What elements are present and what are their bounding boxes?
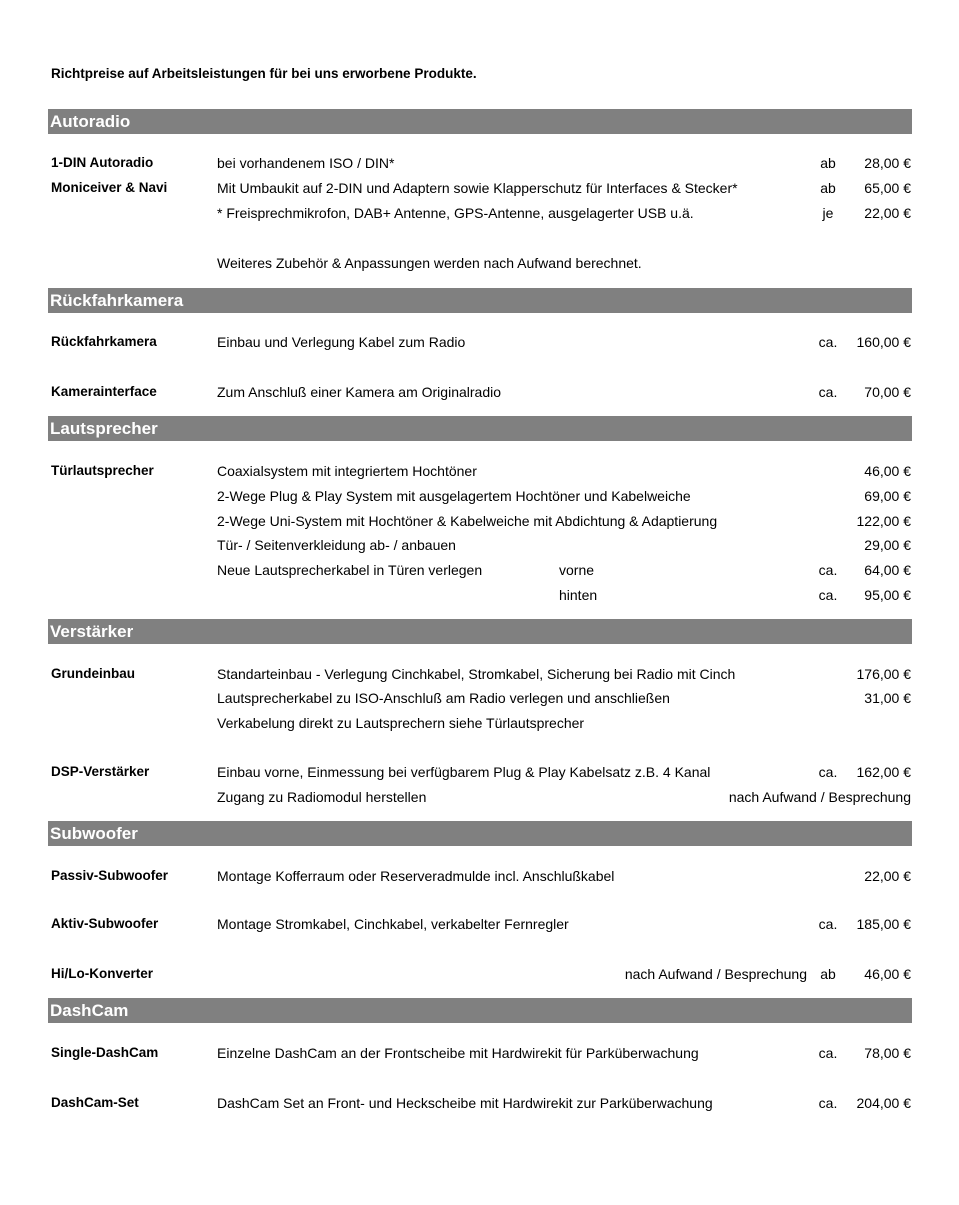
- row-price: 122,00 €: [856, 513, 911, 529]
- row-label: Türlautsprecher: [51, 463, 154, 478]
- table-row: [0, 382, 959, 402]
- page-title: Richtpreise auf Arbeitsleistungen für bei uns erworbene Produkte.: [51, 66, 477, 81]
- row-price: 46,00 €: [864, 966, 911, 982]
- row-price: 22,00 €: [864, 868, 911, 884]
- table-row: [0, 486, 959, 506]
- table-row: [0, 866, 959, 886]
- section-header-lautsprecher: Lautsprecher: [48, 416, 912, 441]
- section-header-dashcam: DashCam: [48, 998, 912, 1023]
- row-description: Montage Kofferraum oder Reserveradmulde incl. Anschlußkabel: [217, 868, 615, 884]
- row-description: 2-Wege Plug & Play System mit ausgelagertem Hochtöner und Kabelweiche: [217, 488, 691, 504]
- row-description: Weiteres Zubehör & Anpassungen werden nach Aufwand berechnet.: [217, 255, 642, 271]
- table-row: [0, 203, 959, 223]
- row-price: 69,00 €: [864, 488, 911, 504]
- row-label: Single-DashCam: [51, 1045, 159, 1060]
- row-description: Tür- / Seitenverkleidung ab- / anbauen: [217, 537, 456, 553]
- row-description: Zum Anschluß einer Kamera am Originalradio: [217, 384, 502, 400]
- table-row: [0, 787, 959, 807]
- table-row: [0, 332, 959, 352]
- row-label: Aktiv-Subwoofer: [51, 916, 159, 931]
- row-description: Neue Lautsprecherkabel in Türen verlegen: [217, 562, 483, 578]
- row-description: DashCam Set an Front- und Heckscheibe mit Hardwirekit zur Parküberwachung: [217, 1095, 713, 1111]
- row-prefix: ca.: [818, 334, 838, 350]
- table-row: [0, 585, 959, 605]
- row-description: Montage Stromkabel, Cinchkabel, verkabelter Fernregler: [217, 916, 569, 932]
- row-label: Hi/Lo-Konverter: [51, 966, 154, 981]
- row-price: 22,00 €: [864, 205, 911, 221]
- row-description: Standarteinbau - Verlegung Cinchkabel, Stromkabel, Sicherung bei Radio mit Cinch: [217, 666, 736, 682]
- row-position: hinten: [559, 587, 598, 603]
- row-label: Grundeinbau: [51, 666, 135, 681]
- row-price: 64,00 €: [864, 562, 911, 578]
- row-price: 162,00 €: [856, 764, 911, 780]
- section-header-autoradio: Autoradio: [48, 109, 912, 134]
- table-row: [0, 1043, 959, 1063]
- row-prefix: ab: [820, 155, 836, 171]
- row-label: Kamerainterface: [51, 384, 157, 399]
- table-row: [0, 560, 959, 580]
- table-row: [0, 153, 959, 173]
- row-prefix: ca.: [818, 384, 838, 400]
- table-row: [0, 664, 959, 684]
- row-description: 2-Wege Uni-System mit Hochtöner & Kabelweiche mit Abdichtung & Adaptierung: [217, 513, 718, 529]
- table-row: [0, 253, 959, 273]
- row-price: 160,00 €: [856, 334, 911, 350]
- row-price: nach Aufwand / Besprechung: [728, 789, 911, 805]
- row-prefix: ca.: [818, 916, 838, 932]
- row-label: 1-DIN Autoradio: [51, 155, 154, 170]
- row-note: nach Aufwand / Besprechung: [624, 966, 807, 982]
- row-price: 31,00 €: [864, 690, 911, 706]
- row-label: DSP-Verstärker: [51, 764, 150, 779]
- row-prefix: ca.: [818, 764, 838, 780]
- row-price: 28,00 €: [864, 155, 911, 171]
- row-description: Lautsprecherkabel zu ISO-Anschluß am Radio verlegen und anschließen: [217, 690, 670, 706]
- row-description: Verkabelung direkt zu Lautsprechern siehe Türlautsprecher: [217, 715, 585, 731]
- row-label: Moniceiver & Navi: [51, 180, 168, 195]
- row-price: 95,00 €: [864, 587, 911, 603]
- row-prefix: ab: [820, 180, 836, 196]
- row-price: 65,00 €: [864, 180, 911, 196]
- row-description: Einbau und Verlegung Kabel zum Radio: [217, 334, 466, 350]
- section-header-rueckfahrkamera: Rückfahrkamera: [48, 288, 912, 313]
- row-description: Einzelne DashCam an der Frontscheibe mit Hardwirekit für Parküberwachung: [217, 1045, 699, 1061]
- row-prefix: ca.: [818, 587, 838, 603]
- table-row: [0, 1093, 959, 1113]
- table-row: [0, 914, 959, 934]
- row-prefix: ca.: [818, 1095, 838, 1111]
- row-description: Einbau vorne, Einmessung bei verfügbarem Plug & Play Kabelsatz z.B. 4 Kanal: [217, 764, 711, 780]
- table-row: [0, 713, 959, 733]
- row-label: Passiv-Subwoofer: [51, 868, 169, 883]
- row-price: 78,00 €: [864, 1045, 911, 1061]
- row-price: 70,00 €: [864, 384, 911, 400]
- row-description: bei vorhandenem ISO / DIN*: [217, 155, 395, 171]
- row-label: Rückfahrkamera: [51, 334, 157, 349]
- row-prefix: je: [822, 205, 834, 221]
- section-header-verstaerker: Verstärker: [48, 619, 912, 644]
- table-row: [0, 178, 959, 198]
- table-row: [0, 511, 959, 531]
- row-position: vorne: [559, 562, 595, 578]
- row-label: DashCam-Set: [51, 1095, 139, 1110]
- row-description: * Freisprechmikrofon, DAB+ Antenne, GPS-Antenne, ausgelagerter USB u.ä.: [217, 205, 694, 221]
- row-price: 176,00 €: [856, 666, 911, 682]
- row-description: Mit Umbaukit auf 2-DIN und Adaptern sowie Klapperschutz für Interfaces & Stecker*: [217, 180, 738, 196]
- row-price: 29,00 €: [864, 537, 911, 553]
- row-prefix: ca.: [818, 1045, 838, 1061]
- row-price: 46,00 €: [864, 463, 911, 479]
- table-row: [0, 688, 959, 708]
- row-description: Zugang zu Radiomodul herstellen: [217, 789, 427, 805]
- row-description: Coaxialsystem mit integriertem Hochtöner: [217, 463, 477, 479]
- table-row: [0, 535, 959, 555]
- row-price: 204,00 €: [856, 1095, 911, 1111]
- table-row: [0, 461, 959, 481]
- table-row: [0, 762, 959, 782]
- section-header-subwoofer: Subwoofer: [48, 821, 912, 846]
- row-price: 185,00 €: [856, 916, 911, 932]
- row-prefix: ab: [820, 966, 836, 982]
- row-prefix: ca.: [818, 562, 838, 578]
- table-row: [0, 964, 959, 984]
